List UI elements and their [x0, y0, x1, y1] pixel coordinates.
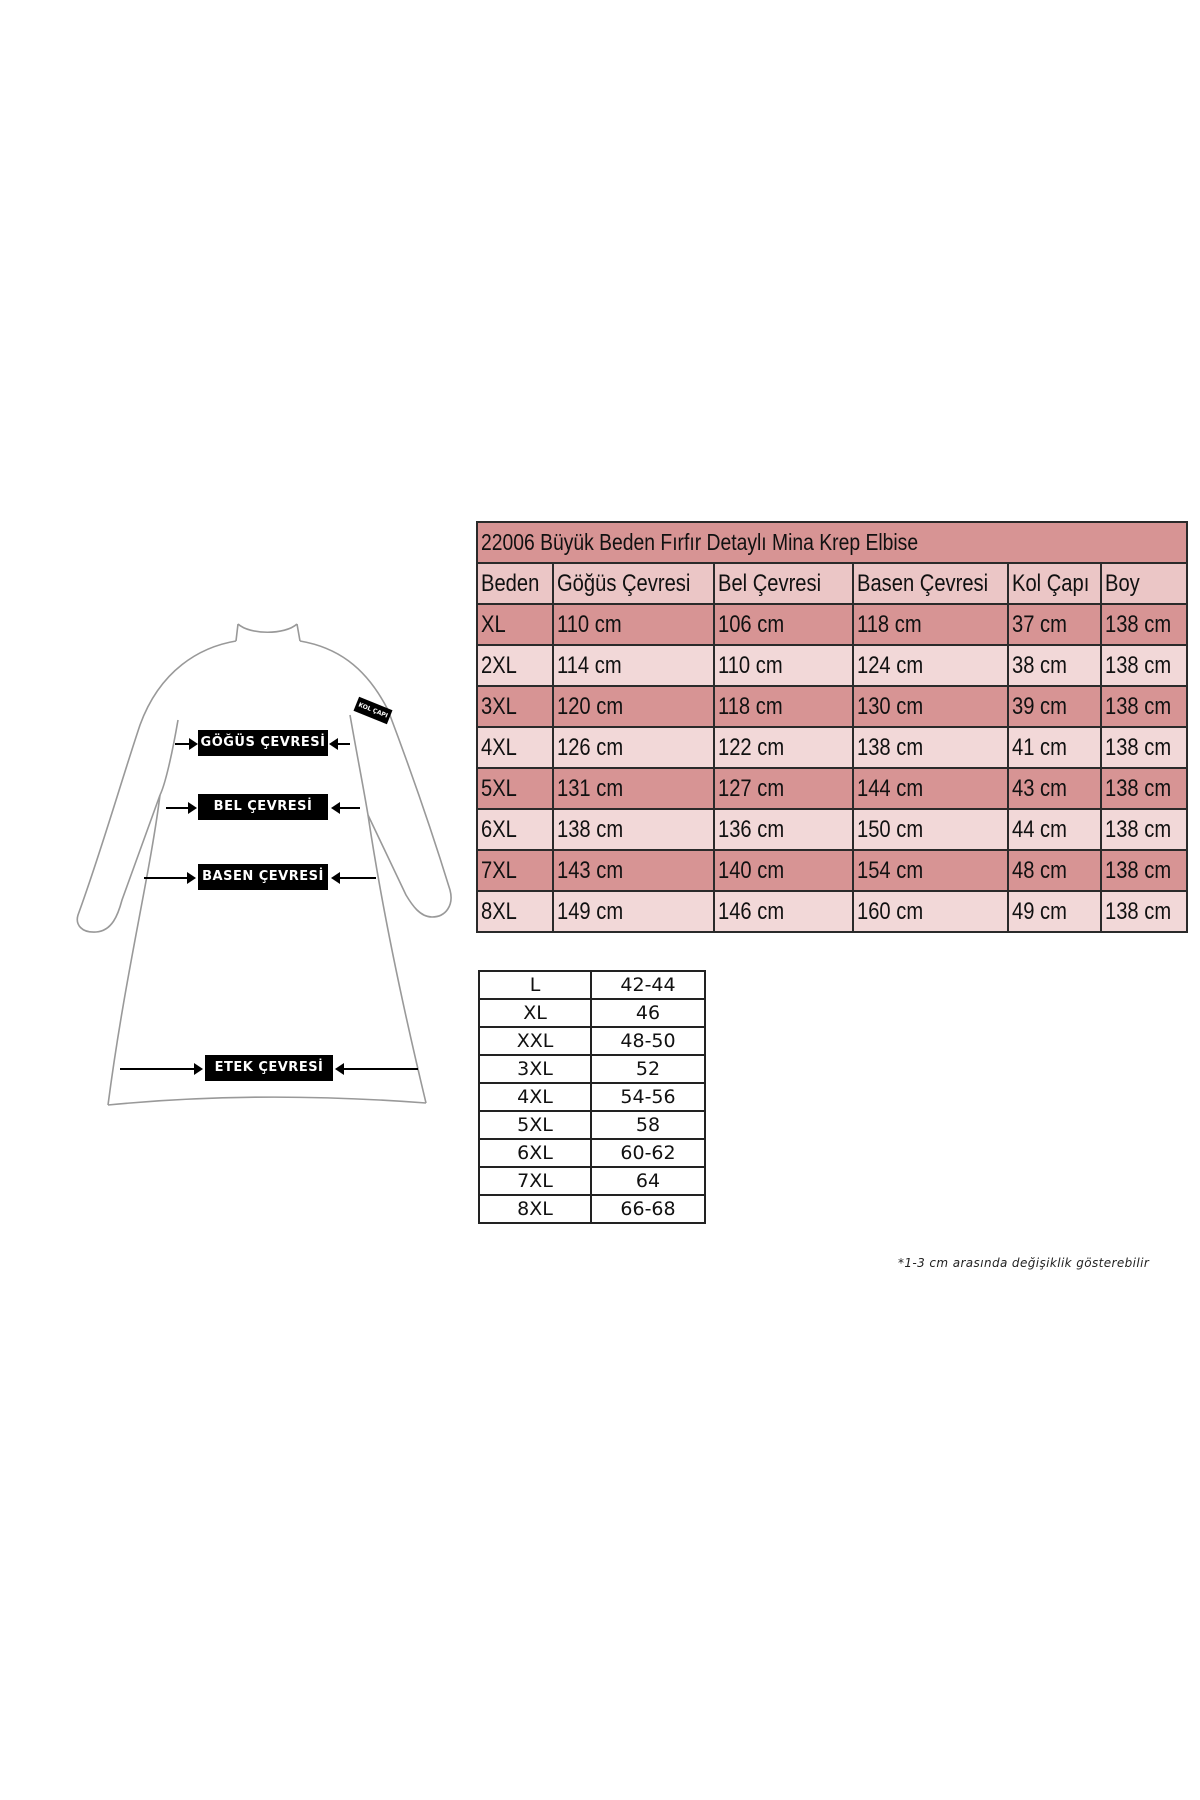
table-title-row: [477, 522, 1187, 563]
hem-arrow-right: [342, 1068, 418, 1070]
size-conversion-row: [479, 1111, 705, 1139]
table-row: [477, 686, 1187, 727]
measurement-cell: 149 cm: [553, 891, 714, 932]
chest-label: GÖĞÜS ÇEVRESİ: [198, 730, 328, 756]
size-conversion-row: [479, 971, 705, 999]
measurement-cell: 150 cm: [853, 809, 1008, 850]
measurement-cell: 49 cm: [1008, 891, 1101, 932]
measurement-cell: 127 cm: [714, 768, 853, 809]
numeric-size-cell: 64: [591, 1167, 705, 1195]
table-row: [477, 768, 1187, 809]
numeric-size-cell: 52: [591, 1055, 705, 1083]
size-conversion-row: [479, 1167, 705, 1195]
measurement-cell: 120 cm: [553, 686, 714, 727]
header-boy: Boy: [1101, 563, 1187, 604]
letter-size-cell: 6XL: [479, 1139, 591, 1167]
measurement-cell: 118 cm: [853, 604, 1008, 645]
chest-arrow-right: [336, 743, 350, 745]
hem-arrow-left: [120, 1068, 196, 1070]
waist-label: BEL ÇEVRESİ: [198, 794, 328, 820]
letter-size-cell: 4XL: [479, 1083, 591, 1111]
size-conversion-row: [479, 999, 705, 1027]
table-header-row: [477, 563, 1187, 604]
measurement-cell: 138 cm: [853, 727, 1008, 768]
hip-arrow-right: [338, 877, 376, 879]
size-cell: 2XL: [477, 645, 553, 686]
measurement-cell: 138 cm: [1101, 727, 1187, 768]
header-beden: Beden: [477, 563, 553, 604]
header-bel: Bel Çevresi: [714, 563, 853, 604]
size-conversion-row: [479, 1083, 705, 1111]
measurement-cell: 126 cm: [553, 727, 714, 768]
measurement-cell: 39 cm: [1008, 686, 1101, 727]
table-row: [477, 604, 1187, 645]
measurement-cell: 140 cm: [714, 850, 853, 891]
table-row: [477, 891, 1187, 932]
size-conversion-row: [479, 1195, 705, 1223]
measurement-cell: 124 cm: [853, 645, 1008, 686]
table-row: [477, 727, 1187, 768]
numeric-size-cell: 42-44: [591, 971, 705, 999]
measurement-cell: 48 cm: [1008, 850, 1101, 891]
size-conversion-row: [479, 1139, 705, 1167]
hip-label: BASEN ÇEVRESİ: [198, 864, 328, 890]
measurement-cell: 138 cm: [1101, 891, 1187, 932]
measurement-cell: 138 cm: [1101, 604, 1187, 645]
measurement-cell: 38 cm: [1008, 645, 1101, 686]
measurement-cell: 138 cm: [1101, 850, 1187, 891]
measurement-cell: 130 cm: [853, 686, 1008, 727]
waist-arrow-left: [166, 807, 190, 809]
numeric-size-cell: 48-50: [591, 1027, 705, 1055]
letter-size-cell: 5XL: [479, 1111, 591, 1139]
numeric-size-cell: 58: [591, 1111, 705, 1139]
measurement-cell: 138 cm: [1101, 645, 1187, 686]
size-cell: 6XL: [477, 809, 553, 850]
measurement-cell: 114 cm: [553, 645, 714, 686]
size-cell: XL: [477, 604, 553, 645]
table-row: [477, 850, 1187, 891]
size-cell: 5XL: [477, 768, 553, 809]
letter-size-cell: XXL: [479, 1027, 591, 1055]
measurement-cell: 118 cm: [714, 686, 853, 727]
measurement-cell: 138 cm: [1101, 686, 1187, 727]
size-conversion-row: [479, 1055, 705, 1083]
measurement-cell: 122 cm: [714, 727, 853, 768]
measurement-cell: 143 cm: [553, 850, 714, 891]
table-row: [477, 645, 1187, 686]
table-title: 22006 Büyük Beden Fırfır Detaylı Mina Krep Elbise: [477, 522, 1187, 563]
hem-label: ETEK ÇEVRESİ: [205, 1055, 333, 1081]
hip-arrow-left: [144, 877, 189, 879]
letter-size-cell: 8XL: [479, 1195, 591, 1223]
measurement-cell: 41 cm: [1008, 727, 1101, 768]
letter-size-cell: 3XL: [479, 1055, 591, 1083]
measurement-cell: 160 cm: [853, 891, 1008, 932]
measurement-cell: 136 cm: [714, 809, 853, 850]
letter-size-cell: L: [479, 971, 591, 999]
measurement-cell: 110 cm: [714, 645, 853, 686]
measurement-cell: 144 cm: [853, 768, 1008, 809]
measurement-cell: 43 cm: [1008, 768, 1101, 809]
measurement-cell: 154 cm: [853, 850, 1008, 891]
numeric-size-cell: 46: [591, 999, 705, 1027]
size-cell: 8XL: [477, 891, 553, 932]
size-cell: 4XL: [477, 727, 553, 768]
table-row: [477, 809, 1187, 850]
size-chart-table: [476, 521, 1188, 933]
header-basen: Basen Çevresi: [853, 563, 1008, 604]
size-conversion-row: [479, 1027, 705, 1055]
measurement-cell: 106 cm: [714, 604, 853, 645]
measurement-cell: 110 cm: [553, 604, 714, 645]
letter-size-cell: 7XL: [479, 1167, 591, 1195]
measurement-cell: 138 cm: [1101, 809, 1187, 850]
numeric-size-cell: 54-56: [591, 1083, 705, 1111]
sleeve-label: KOL ÇAPI: [354, 697, 393, 724]
measurement-cell: 138 cm: [553, 809, 714, 850]
measurement-cell: 37 cm: [1008, 604, 1101, 645]
measurement-cell: 146 cm: [714, 891, 853, 932]
measurement-cell: 138 cm: [1101, 768, 1187, 809]
size-cell: 7XL: [477, 850, 553, 891]
numeric-size-cell: 66-68: [591, 1195, 705, 1223]
header-gogus: Göğüs Çevresi: [553, 563, 714, 604]
measurement-cell: 131 cm: [553, 768, 714, 809]
size-cell: 3XL: [477, 686, 553, 727]
measurement-cell: 44 cm: [1008, 809, 1101, 850]
letter-size-cell: XL: [479, 999, 591, 1027]
footnote: *1-3 cm arasında değişiklik gösterebilir: [898, 1256, 1150, 1270]
chest-arrow-left: [175, 743, 191, 745]
size-conversion-table: [478, 970, 706, 1224]
waist-arrow-right: [338, 807, 360, 809]
numeric-size-cell: 60-62: [591, 1139, 705, 1167]
header-kol: Kol Çapı: [1008, 563, 1101, 604]
